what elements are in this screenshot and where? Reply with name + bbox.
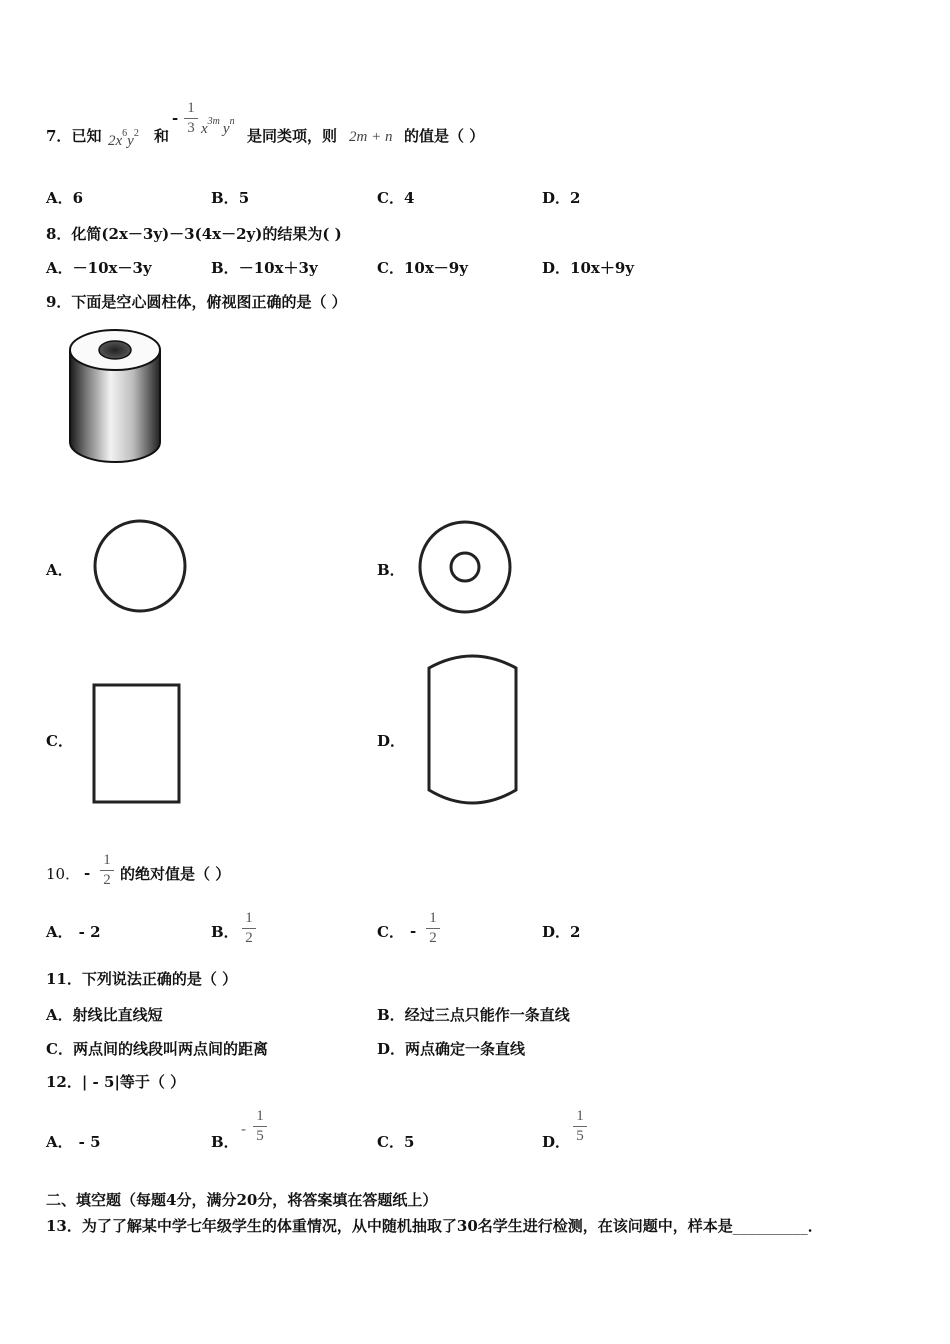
section2-heading: 二、填空题（每题4分，满分20分，将答案填在答题纸上）: [46, 1191, 438, 1209]
q10-number: 10．: [46, 865, 81, 883]
q7-option-b-value: 5: [238, 189, 250, 207]
q13-end: ．: [807, 1217, 823, 1235]
q7-post: 的值是（ ）: [404, 127, 485, 145]
q12-option-a: [46, 1132, 101, 1152]
q8-option-c-label: C．: [377, 259, 404, 277]
q12-option-c-value: 5: [403, 1133, 415, 1151]
q12-option-c-label: C．: [377, 1133, 404, 1151]
q12-option-b-label: B．: [211, 1133, 239, 1151]
q10-frac-bar: [100, 870, 114, 871]
q7-option-b-label: B．: [211, 189, 239, 207]
q10-option-d-value: 2: [570, 923, 581, 941]
q13-stem: 13．为了了解某中学七年级学生的体重情况，从中随机抽取了30名学生进行检测，在该问题中，样本是: [46, 1217, 733, 1235]
q11-option-b-label: B．: [377, 1006, 405, 1024]
q11-option-a: [46, 1005, 163, 1025]
q10-option-a-label: A．: [46, 923, 73, 941]
q7-frac-den: 3: [187, 120, 195, 136]
q11-option-a-label: A．: [46, 1006, 73, 1024]
q7-option-b: [211, 188, 249, 208]
q10-option-b-den: 2: [245, 930, 253, 946]
q10-minus: -: [84, 864, 91, 882]
q10-frac-num: 1: [103, 852, 111, 868]
q12-option-b-fraction: [253, 1108, 267, 1145]
q13-answer-blank[interactable]: __________: [732, 1217, 808, 1235]
q7-term1: [108, 124, 139, 151]
hollow-cylinder-figure: [60, 322, 170, 472]
q11-option-b: [377, 1005, 570, 1025]
q10-post: 的绝对值是（ ）: [120, 865, 231, 883]
q7-term2: [201, 112, 235, 139]
q11-option-c-value: 两点间的线段叫两点间的距离: [72, 1040, 268, 1058]
q12-option-b-den: 5: [256, 1128, 264, 1144]
q7-term1-exp2: 2: [133, 128, 139, 139]
q7-option-c: [377, 188, 414, 208]
q7-term1-y: y: [127, 133, 134, 149]
q8-option-d-label: D．: [542, 259, 571, 277]
q7-fraction: [184, 100, 198, 137]
q12-option-b-num: 1: [256, 1108, 264, 1124]
q10-option-c-label: C．: [377, 923, 404, 941]
q10-option-d: [542, 922, 580, 942]
q7-term2-exp2: n: [229, 116, 235, 127]
q10-option-c-bar: [426, 928, 440, 929]
q7-minus: -: [172, 109, 179, 127]
q12-option-d-fraction: [573, 1108, 587, 1145]
q9-option-a-figure: [92, 518, 188, 614]
q7-term1-exp1: 6: [122, 128, 128, 139]
q12-option-d-num: 1: [576, 1108, 584, 1124]
q9-option-b-label: B．: [377, 561, 405, 579]
q7-option-a-value: 6: [72, 189, 84, 207]
q12-option-d-den: 5: [576, 1128, 584, 1144]
q8-option-a: [46, 258, 152, 278]
q8-stem: 8．化简(2x－3y)－3(4x－2y)的结果为( ): [46, 225, 342, 243]
q7-term2-x: x: [201, 121, 208, 137]
q11-option-d-value: 两点确定一条直线: [405, 1040, 526, 1058]
q10-option-b-num: 1: [245, 910, 253, 926]
q7-and: 和: [154, 127, 170, 145]
q12-stem: 12．| - 5|等于（ ）: [46, 1073, 186, 1091]
q12-option-c: [377, 1132, 414, 1152]
q7-option-c-label: C．: [377, 189, 404, 207]
q12-option-d-label: D．: [542, 1133, 571, 1151]
q11-stem: 11．下列说法正确的是（ ）: [46, 970, 238, 988]
q12-option-a-value: - 5: [78, 1133, 101, 1151]
q9-option-c-figure: [90, 682, 184, 806]
q7-option-a-label: A．: [46, 189, 73, 207]
q10-option-d-label: D．: [542, 923, 571, 941]
q10-option-c-den: 2: [429, 930, 437, 946]
q10-option-c-num: 1: [429, 910, 437, 926]
q8-option-b-label: B．: [211, 259, 239, 277]
q7-option-d-value: 2: [570, 189, 581, 207]
q7-option-d-label: D．: [542, 189, 571, 207]
q7-option-a: [46, 188, 83, 208]
q8-option-a-value: －10x－3y: [72, 259, 152, 277]
q10-option-b-fraction: [242, 910, 256, 947]
q9-option-d-label: D．: [377, 732, 406, 750]
q10-option-c-sign: -: [410, 922, 417, 940]
q7-term1-coef: 2x: [108, 133, 123, 149]
q7-option-d: [542, 188, 580, 208]
q7-expr: [349, 126, 392, 147]
q10-option-b-bar: [242, 928, 256, 929]
q11-option-a-value: 射线比直线短: [72, 1006, 163, 1024]
q8-option-b: [211, 258, 318, 278]
q9-stem: 9．下面是空心圆柱体，俯视图正确的是（ ）: [46, 293, 347, 311]
q12-option-d-bar: [573, 1126, 587, 1127]
q8-option-b-value: －10x＋3y: [238, 259, 318, 277]
q8-option-c: [377, 258, 468, 278]
q11-option-d: [377, 1039, 525, 1059]
q10-frac-den: 2: [103, 872, 111, 888]
q8-option-d: [542, 258, 634, 278]
q7-expr-text: 2m + n: [349, 129, 393, 145]
q8-option-d-value: 10x＋9y: [570, 259, 634, 277]
q11-option-d-label: D．: [377, 1040, 406, 1058]
q11-option-b-value: 经过三点只能作一条直线: [404, 1006, 570, 1024]
q10-fraction: [100, 852, 114, 889]
q9-option-b-figure: [417, 518, 513, 616]
q7-line: [46, 126, 101, 146]
q10-option-b-label: B．: [211, 923, 239, 941]
q8-option-a-label: A．: [46, 259, 73, 277]
q7-term2-y: y: [222, 121, 230, 137]
q12-option-a-label: A．: [46, 1133, 73, 1151]
q7-frac-num: 1: [187, 100, 195, 116]
q7-option-c-value: 4: [403, 189, 415, 207]
q7-pre: 已知: [71, 127, 102, 145]
q11-option-c-label: C．: [46, 1040, 73, 1058]
q9-option-a-label: A．: [46, 561, 73, 579]
q11-option-c: [46, 1039, 268, 1059]
q7-term2-exp1: 3m: [207, 116, 220, 127]
q10-option-a-value: - 2: [78, 923, 101, 941]
q10-option-c-fraction: [426, 910, 440, 947]
q12-option-b-sign: -: [241, 1120, 247, 1138]
q8-option-c-value: 10x－9y: [403, 259, 468, 277]
q10-option-a: [46, 922, 101, 942]
q9-option-d-figure: [424, 654, 522, 808]
q7-frac-bar: [184, 118, 198, 119]
q9-option-c-label: C．: [46, 732, 73, 750]
q7-number: 7．: [46, 127, 72, 145]
q13-line: [46, 1216, 823, 1236]
q12-option-b-bar: [253, 1126, 267, 1127]
q7-mid: 是同类项，则: [247, 127, 338, 145]
